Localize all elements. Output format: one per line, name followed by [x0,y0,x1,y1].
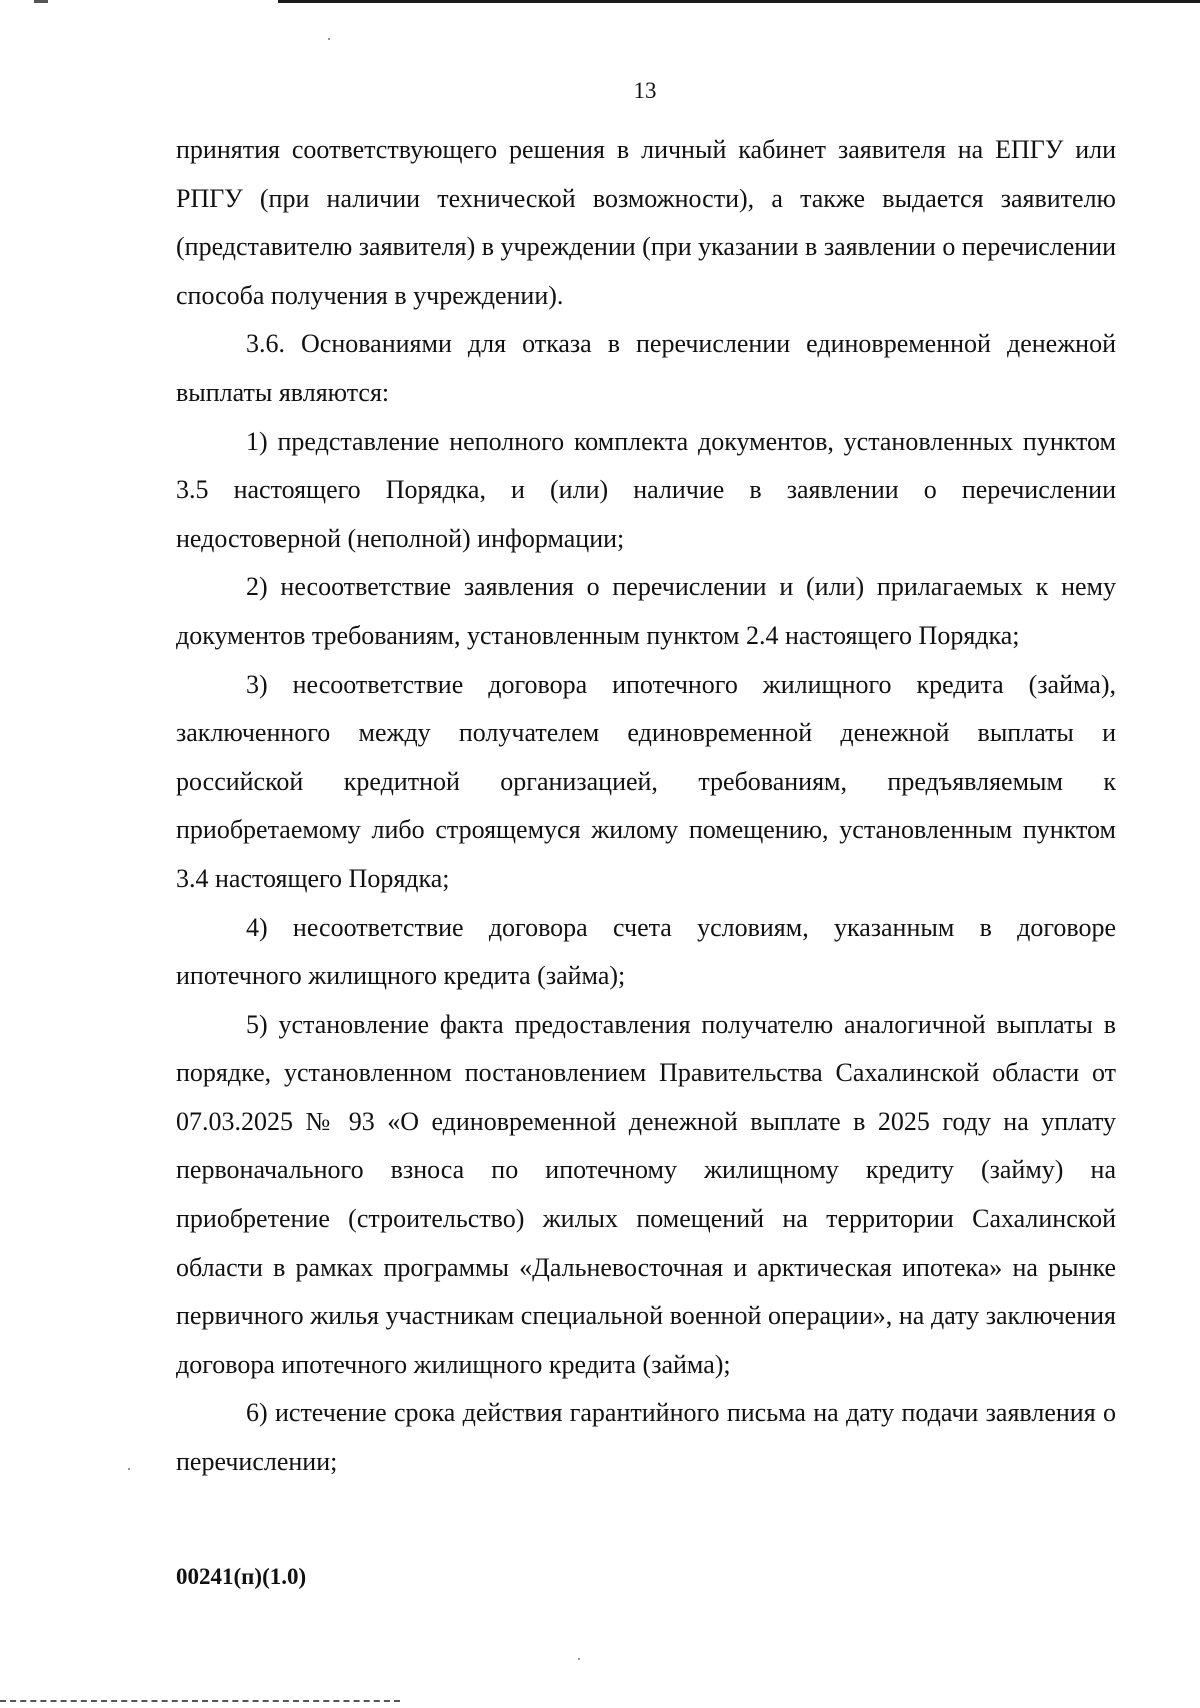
scan-edge-mark [34,0,48,3]
scan-speck [578,1658,580,1660]
scan-edge-line-top [278,0,1200,3]
scan-speck [128,1468,130,1470]
document-code: 00241(п)(1.0) [176,1564,307,1589]
list-item-4: 4) несоответствие договора счета условиям, указанным в договоре ипотечного жилищного кредита (займа); [176,912,1116,991]
paragraph-continuation: принятия соответствующего решения в личный кабинет заявителя на ЕПГУ или РПГУ (при наличии технической возможности), а также выдается заявителю (представителю заявителя) в учреждении (при указании в заявлении о перечислении способа получения в учреждении). [176,135,1116,310]
page-number: 13 [633,78,657,103]
list-item-2: 2) несоответствие заявления о перечислении и (или) прилагаемых к нему документов требованиям, установленным пунктом 2.4 настоящего Порядка; [176,572,1116,650]
list-item-3: 3) несоответствие договора ипотечного жилищного кредита (займа), заключенного между получателем единовременной денежной выплаты и российской кредитной организацией, требованиям, предъявляемым к приобретаемому либо строящемуся жилому помещению, установленным пунктом 3.4 настоящего Порядка; [176,669,1116,893]
list-item-5: 5) установление факта предоставления получателю аналогичной выплаты в порядке, установленном постановлением Правительства Сахалинской области от 07.03.2025 № 93 «О единовременной денежной выплате в 2025 году на уплату первоначального взноса по ипотечному жилищному кредиту (займу) на приобретение (строительство) жилых помещений на территории Сахалинской области в рамках программы «Дальневосточная и арктическая ипотека» на рынке первичного жилья участникам специальной военной операции», на дату заключения договора ипотечного жилищного кредита (займа); [176,1009,1116,1379]
list-item-6: 6) истечение срока действия гарантийного письма на дату подачи заявления о перечислении; [176,1398,1116,1477]
paragraph-section-3-6: 3.6. Основаниями для отказа в перечислении единовременной денежной выплаты являются: [176,329,1116,407]
list-item-1: 1) представление неполного комплекта документов, установленных пунктом 3.5 настоящего Порядка, и (или) наличие в заявлении о перечислении недостоверной (неполной) информации; [176,426,1116,553]
scan-edge-line-bottom [0,1700,400,1702]
document-body [176,126,1116,1487]
scan-speck [328,38,330,40]
